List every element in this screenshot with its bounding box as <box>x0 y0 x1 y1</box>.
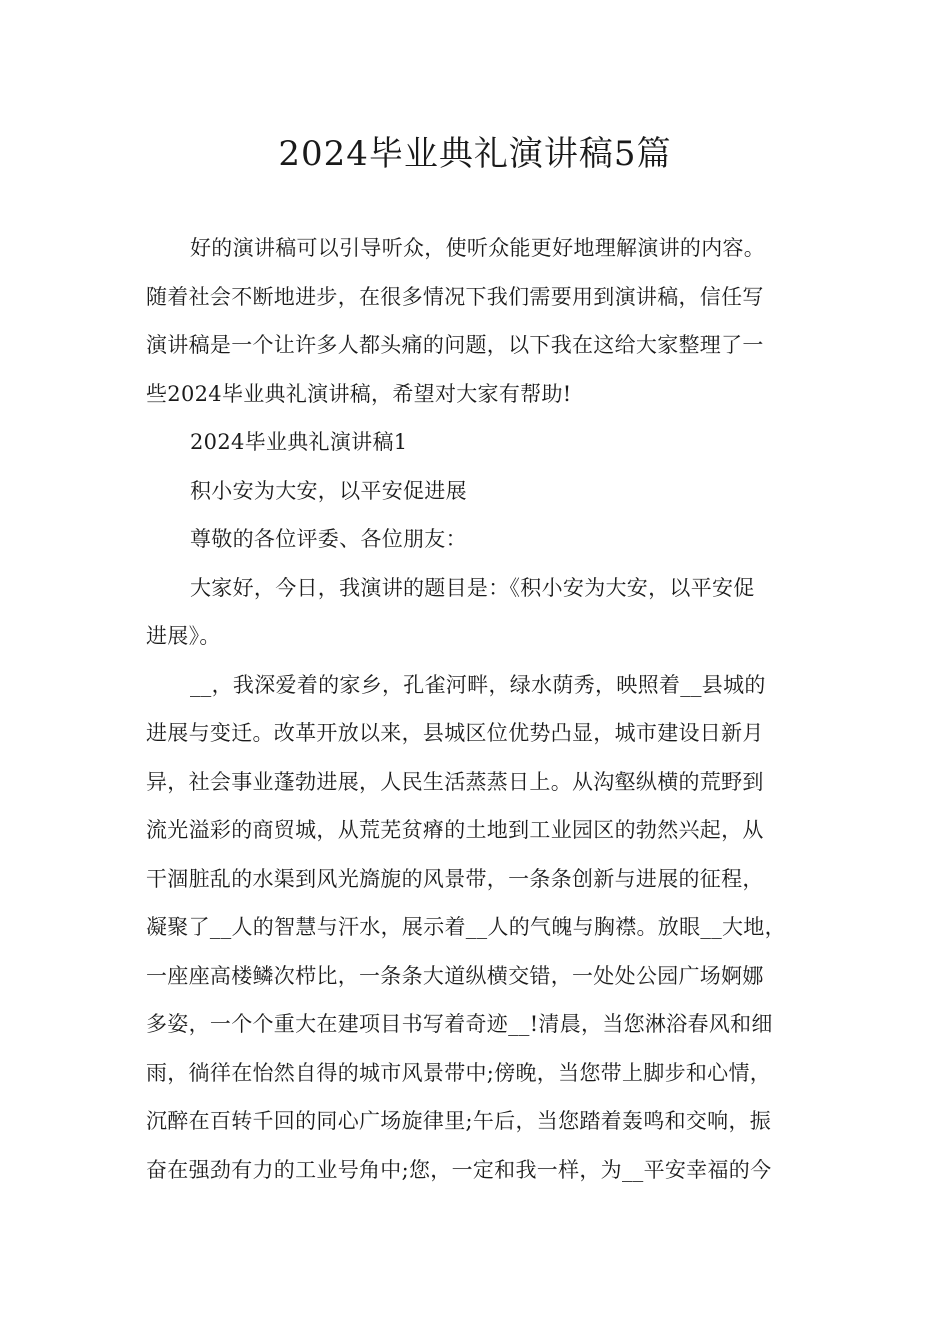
text-line: 2024毕业典礼演讲稿1 <box>190 430 408 454</box>
text-line: 进展与变迁。改革开放以来，县城区位优势凸显，城市建设日新月 <box>146 721 764 745</box>
text-line: 积小安为大安，以平安促进展 <box>190 478 467 503</box>
text-line: 雨，徜徉在怡然自得的城市风景带中;傍晚，当您带上脚步和心情， <box>146 1060 772 1085</box>
text-line: 干涸脏乱的水渠到风光旖旎的风景带，一条条创新与进展的征程， <box>146 866 764 891</box>
text-line: 随着社会不断地进步，在很多情况下我们需要用到演讲稿，信任写 <box>146 284 764 309</box>
text-line: 尊敬的各位评委、各位朋友： <box>190 527 467 551</box>
section-heading <box>146 418 810 467</box>
text-line: 异，社会事业蓬勃进展，人民生活蒸蒸日上。从沟壑纵横的荒野到 <box>146 769 764 794</box>
text-line: 演讲稿是一个让许多人都头痛的问题，以下我在这给大家整理了一 <box>146 333 764 357</box>
document-title: 2024毕业典礼演讲稿5篇 <box>278 134 672 174</box>
text-line: 进展》。 <box>146 624 221 648</box>
text-line: 沉醉在百转千回的同心广场旋律里;午后，当您踏着轰鸣和交响，振 <box>146 1109 772 1133</box>
text-line: __，我深爱着的家乡，孔雀河畔，绿水荫秀，映照着__县城的 <box>190 672 766 697</box>
text-line: 大家好，今日，我演讲的题目是：《积小安为大安，以平安促 <box>190 575 755 600</box>
paragraph-intro <box>146 224 810 418</box>
text-line: 凝聚了__人的智慧与汗水，展示着__人的气魄与胸襟。放眼__大地， <box>146 915 786 939</box>
text-line: 多姿，一个个重大在建项目书写着奇迹__!清晨，当您淋浴春风和细 <box>146 1012 773 1036</box>
paragraph-greeting <box>146 564 810 661</box>
text-line: 好的演讲稿可以引导听众，使听众能更好地理解演讲的内容。 <box>190 236 766 260</box>
paragraph-hometown <box>146 661 810 1195</box>
speech-title <box>146 467 810 516</box>
text-line: 奋在强劲有力的工业号角中;您，一定和我一样，为__平安幸福的今 <box>146 1157 772 1182</box>
salutation <box>146 515 810 564</box>
text-line: 一座座高楼鳞次栉比，一条条大道纵横交错，一处处公园广场婀娜 <box>146 963 764 988</box>
text-line: 些2024毕业典礼演讲稿，希望对大家有帮助! <box>146 381 572 406</box>
text-line: 流光溢彩的商贸城，从荒芜贫瘠的土地到工业园区的勃然兴起，从 <box>146 818 764 842</box>
document-body <box>146 224 810 1194</box>
